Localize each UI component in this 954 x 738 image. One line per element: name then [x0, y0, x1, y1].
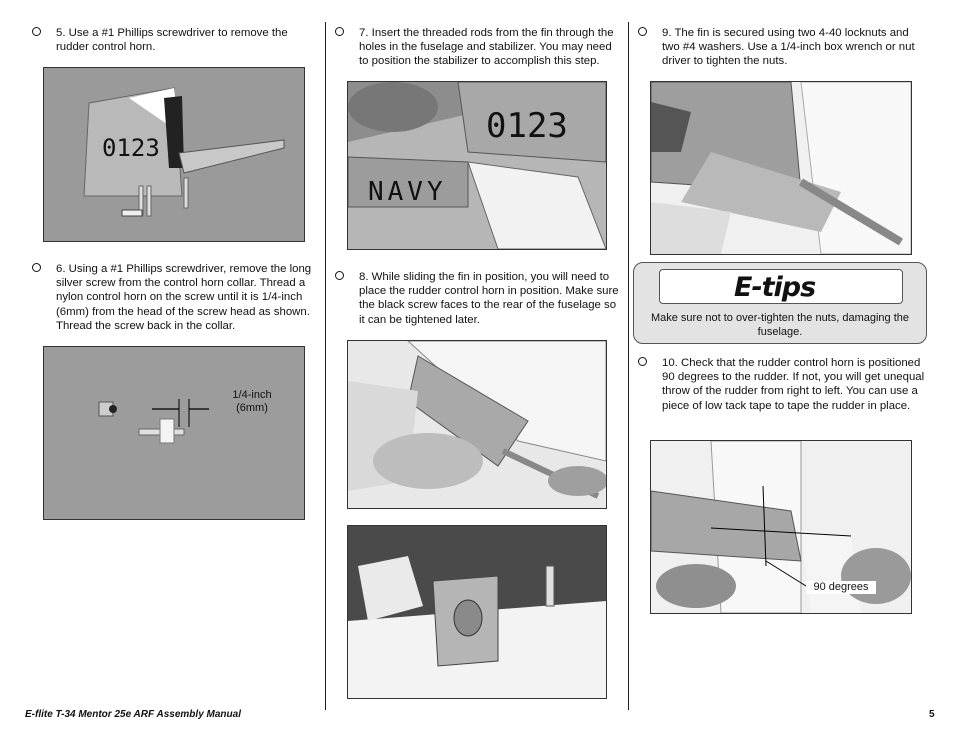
ninety-degrees-callout: 90 degrees — [806, 581, 876, 594]
photo-slide-fin-illustration — [348, 341, 606, 508]
step-5-text: 5. Use a #1 Phillips screwdriver to remove the rudder control horn. — [56, 27, 288, 54]
page-number: 5 — [929, 709, 935, 720]
etips-callout-box — [633, 262, 927, 344]
etips-note: Make sure not to over-tighten the nuts, damaging the fuselage. — [650, 312, 910, 338]
fin-number-text: 0123 — [102, 134, 160, 162]
footer-manual-title: E-flite T-34 Mentor 25e ARF Assembly Manual — [25, 709, 241, 720]
photo-rudder-90-degrees — [650, 440, 912, 614]
checkbox-bullet-icon — [638, 357, 647, 366]
checkbox-bullet-icon — [32, 263, 41, 272]
checkbox-bullet-icon — [32, 27, 41, 36]
fuselage-navy-text: NAVY — [368, 177, 447, 207]
quarter-inch-callout: 1/4-inch (6mm) — [232, 389, 272, 414]
step-10-text: 10. Check that the rudder control horn is positioned 90 degrees to the rudder. If not, you will get unequal throw of the rudder from right to left. You can use a piece of low tack tape to tape the rudder in place. — [662, 357, 925, 412]
etips-logo: E-tips — [734, 272, 816, 303]
photo-insert-fin — [347, 81, 607, 250]
step-9 — [662, 26, 928, 69]
etips-logo-box — [659, 269, 903, 304]
step-8 — [359, 270, 619, 327]
photo-screw-illustration — [44, 347, 304, 519]
photo-control-horn-screw — [43, 346, 305, 520]
fin-number-text: 0123 — [486, 106, 568, 146]
photo-fin-top-view — [347, 525, 607, 699]
photo-insert-fin-illustration — [348, 82, 606, 249]
checkbox-bullet-icon — [638, 27, 647, 36]
photo-tighten-nuts — [650, 81, 912, 255]
photo-tighten-nuts-illustration — [651, 82, 911, 254]
step-8-text: 8. While sliding the fin in position, you will need to place the rudder control horn in position. Make sure the black screw faces to the rear of the fuselage so it can be tightened later. — [359, 271, 619, 326]
step-10 — [662, 356, 928, 413]
photo-slide-fin — [347, 340, 607, 509]
step-5 — [56, 26, 301, 54]
column-divider-right — [628, 22, 629, 710]
step-7 — [359, 26, 619, 69]
column-divider-left — [325, 22, 326, 710]
step-9-text: 9. The fin is secured using two 4-40 locknuts and two #4 washers. Use a 1/4-inch box wrench or nut driver to tighten the nuts. — [662, 27, 915, 68]
checkbox-bullet-icon — [335, 271, 344, 280]
step-7-text: 7. Insert the threaded rods from the fin through the holes in the fuselage and stabilizer. You may need to position the stabilizer to accomplish this step. — [359, 27, 614, 68]
photo-fin-top-view-illustration — [348, 526, 606, 698]
photo-fin-illustration — [44, 68, 304, 241]
photo-fin-control-horn — [43, 67, 305, 242]
step-6 — [56, 262, 318, 333]
checkbox-bullet-icon — [335, 27, 344, 36]
step-6-text: 6. Using a #1 Phillips screwdriver, remove the long silver screw from the control horn collar. Thread a nylon control horn on the screw until it is 1/4-inch (6mm) from the head of the screw head as shown. Thread the screw back in the collar. — [56, 263, 312, 332]
